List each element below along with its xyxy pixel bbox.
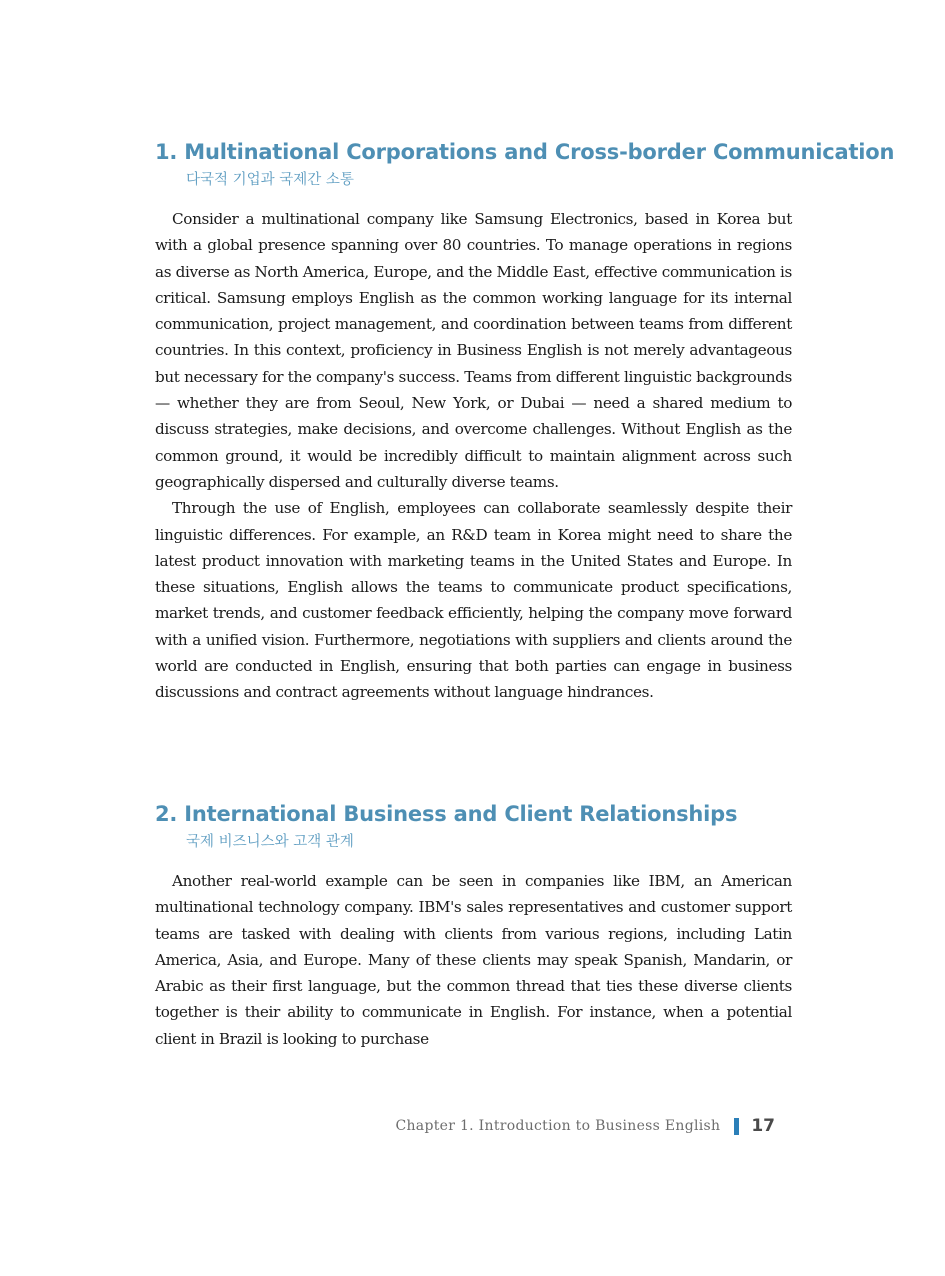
section-subheading: 국제 비즈니스와 고객 관계: [186, 834, 354, 850]
paragraph: Another real-world example can be seen in companies like IBM, an American multinational technology company. IBM's sales representatives and customer support teams are tasked with dealing with clients from various regions, including Latin America, Asia, and Europe. Many of these clients may speak Spanish, Mandarin, or Arabic as their first language, but the common thread that ties these diverse clients together is their ability to communicate in English. For instance, when a potential client in Brazil is looking to purchase: [155, 872, 792, 1048]
running-title: Chapter 1. Introduction to Business English: [395, 1118, 721, 1134]
section-heading: 1. Multinational Corporations and Cross-border Communication: [155, 140, 895, 164]
section-body: [155, 868, 792, 1052]
section-heading: 2. International Business and Client Relationships: [155, 802, 738, 826]
paragraph: Through the use of English, employees can collaborate seamlessly despite their linguistic differences. For example, an R&D team in Korea might need to share the latest product innovation with marketing teams in the United States and Europe. In these situations, English allows the teams to communicate product specifications, market trends, and customer feedback efficiently, helping the company move forward with a unified vision. Furthermore, negotiations with suppliers and clients around the world are conducted in English, ensuring that both parties can engage in business discussions and contract agreements without language hindrances.: [155, 499, 792, 702]
page-footer: [395, 1113, 775, 1139]
section-subheading: 다국적 기업과 국제간 소통: [186, 172, 354, 188]
section-2: [155, 800, 792, 1052]
section-body: [155, 206, 792, 706]
page-number: 17: [751, 1116, 775, 1136]
paragraph: Consider a multinational company like Samsung Electronics, based in Korea but with a global presence spanning over 80 countries. To manage operations in regions as diverse as North America, Europe, and the Middle East, effective communication is critical. Samsung employs English as the common working language for its internal communication, project management, and coordination between teams from different countries. In this context, proficiency in Business English is not merely advantageous but necessary for the company's success. Teams from different linguistic backgrounds — whether they are from Seoul, New York, or Dubai — need a shared medium to discuss strategies, make decisions, and overcome challenges. Without English as the common ground, it would be incredibly difficult to maintain alignment across such geographically dispersed and culturally diverse teams.: [155, 210, 792, 491]
section-1: [155, 138, 895, 706]
footer-divider-bar: [734, 1118, 739, 1135]
